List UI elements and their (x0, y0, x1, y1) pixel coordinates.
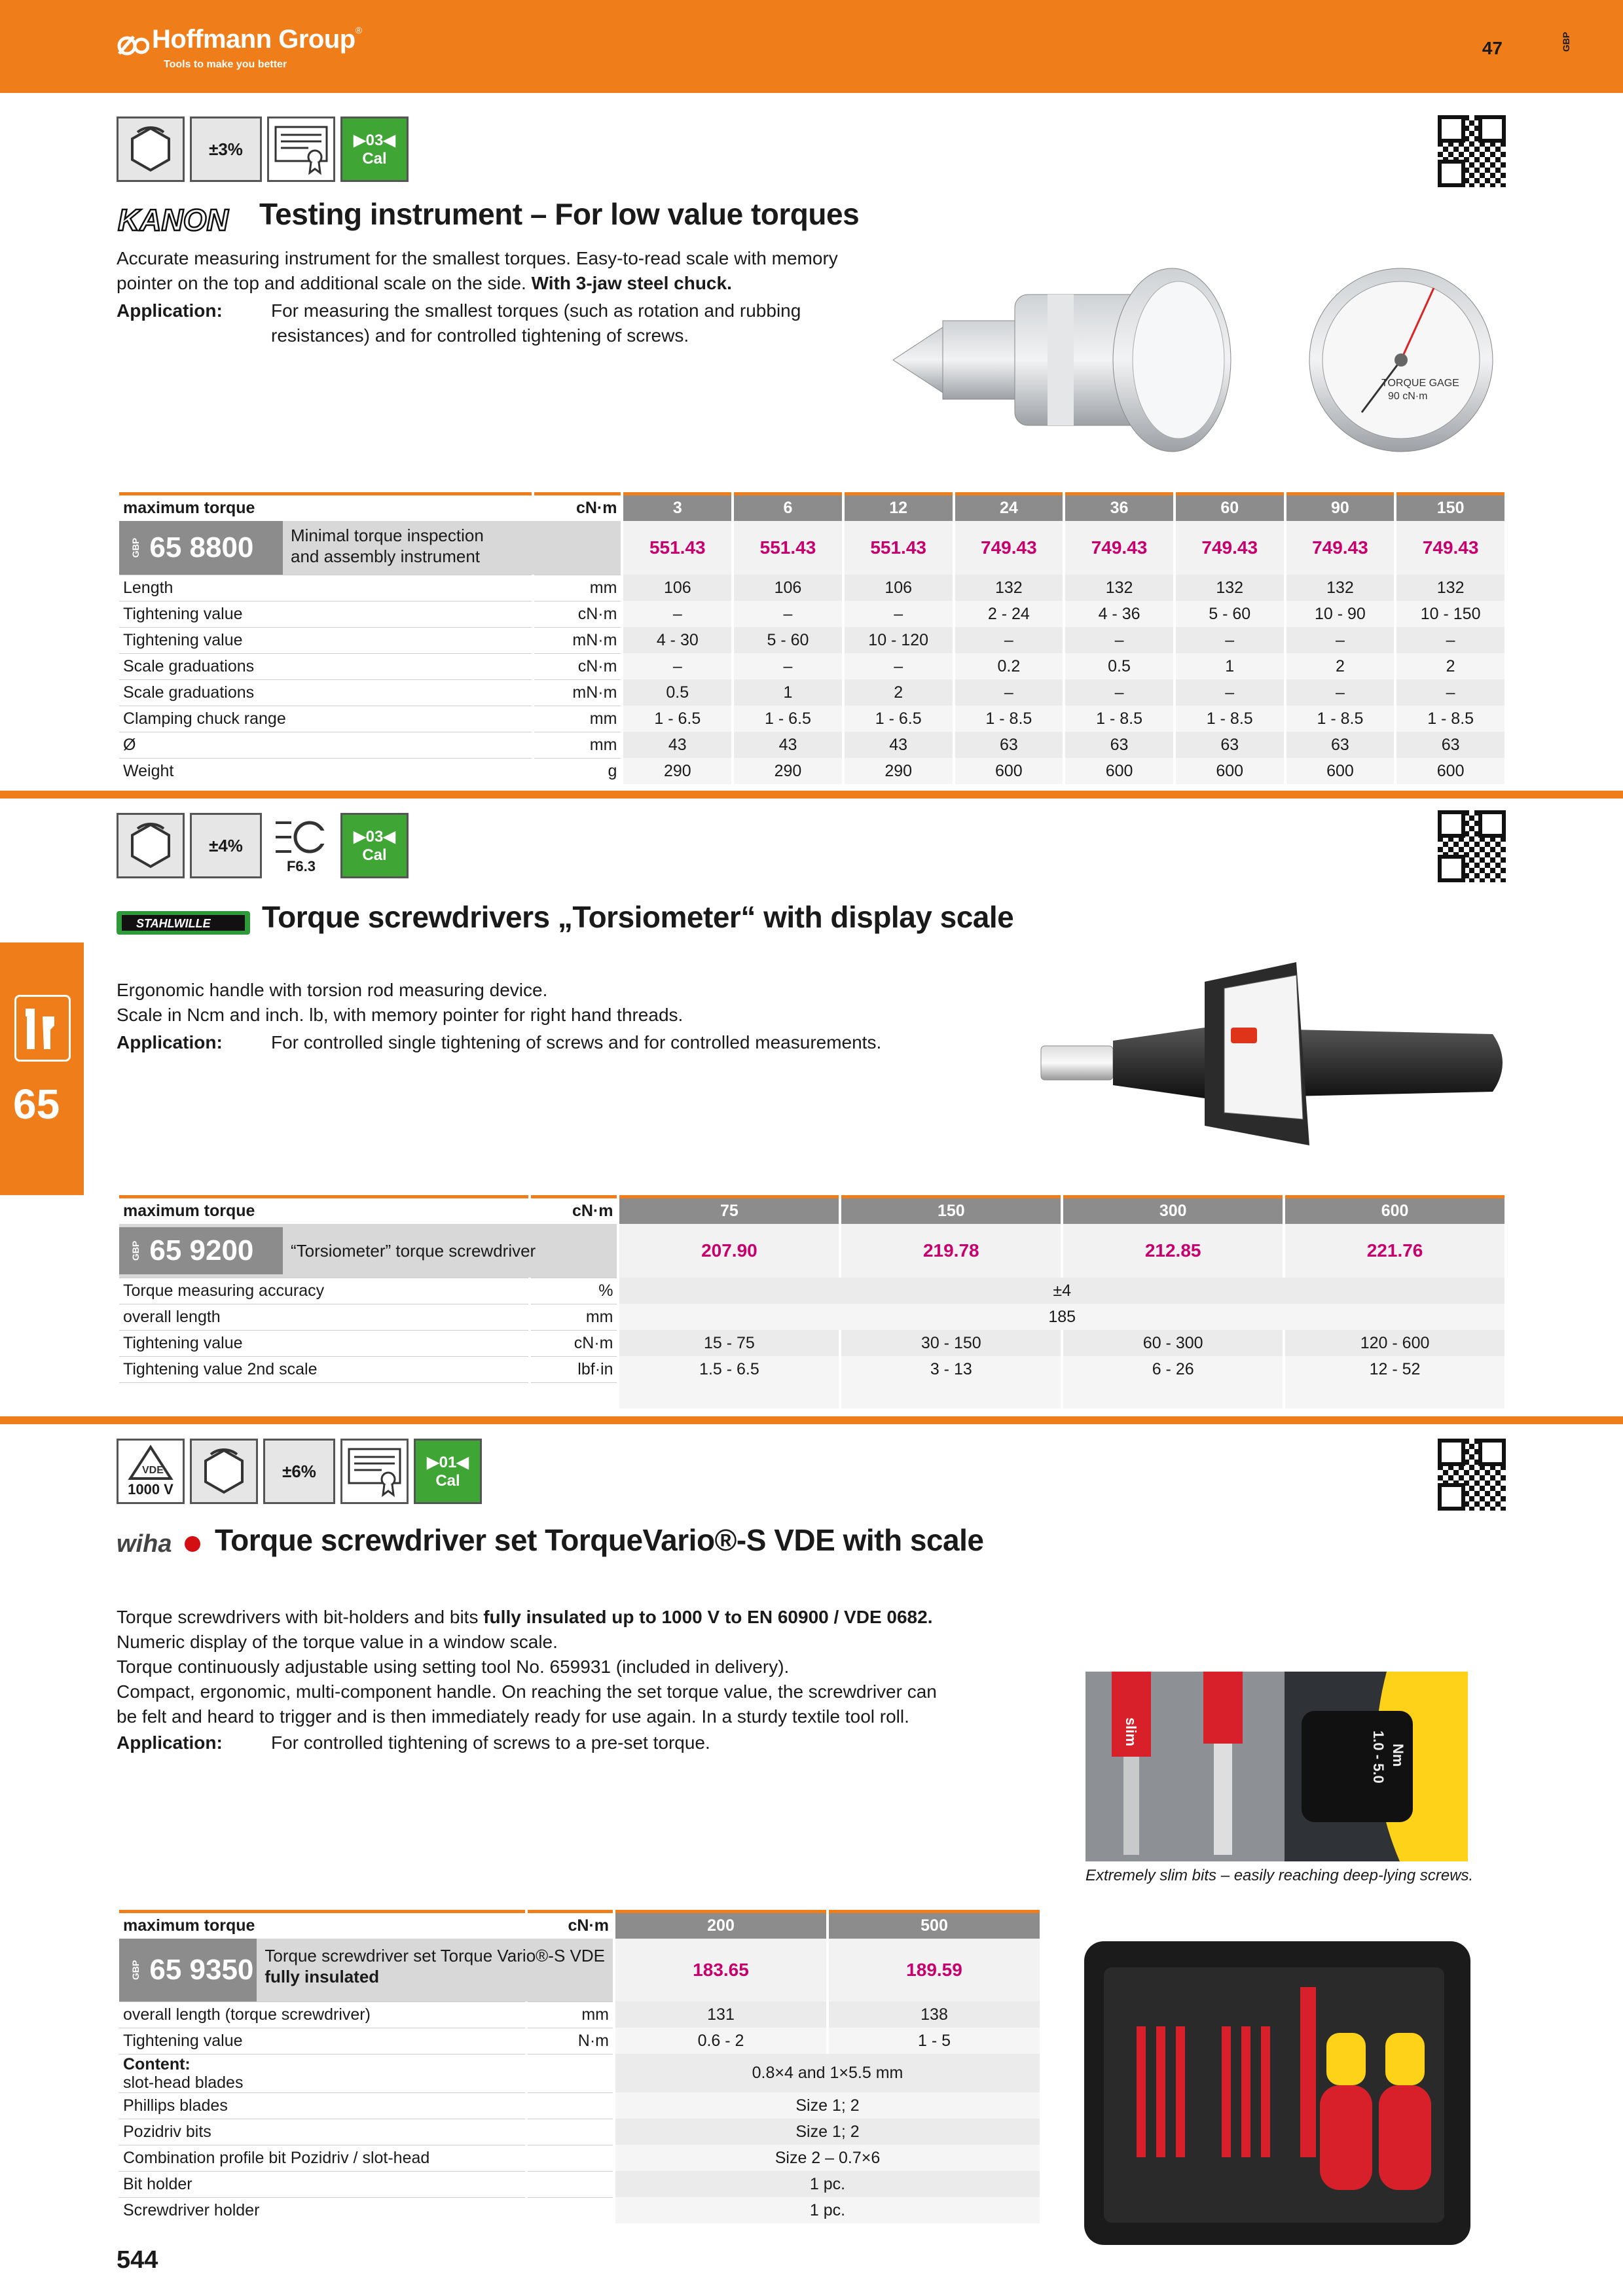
content-item: slot-head blades (123, 2073, 244, 2092)
row-value: 185 (619, 1304, 1504, 1330)
price: 749.43 (1286, 521, 1395, 575)
description-line: Numeric display of the torque value in a window scale. (117, 1632, 558, 1652)
row-value: 600 (955, 758, 1063, 784)
column-header: 200 (615, 1910, 826, 1939)
row-value: 63 (1286, 732, 1395, 758)
row-value: 10 - 120 (845, 627, 953, 653)
application-label: Application: (117, 300, 223, 321)
cal-arrow-icon: ▶ (354, 131, 366, 149)
row-value: – (623, 601, 731, 627)
slim-bits-image (1085, 1672, 1468, 1861)
article-number[interactable]: GBP 65 9200 (119, 1227, 283, 1274)
row-value: – (955, 679, 1063, 706)
brand-tagline: Tools to make you better (164, 58, 287, 70)
article-number[interactable]: GBP 65 9350 (119, 1939, 257, 2001)
row-value: 43 (734, 732, 842, 758)
cal-arrow-icon: ▶ (427, 1453, 439, 1471)
article-row (119, 1939, 1040, 2001)
row-value: – (623, 653, 731, 679)
column-header: 75 (619, 1195, 839, 1224)
price: 749.43 (1065, 521, 1173, 575)
section1-badges (117, 117, 409, 182)
row-label: Ø (119, 732, 532, 758)
table-row (119, 2119, 1040, 2145)
table-row (119, 706, 1504, 732)
certificate-icon (340, 1439, 409, 1504)
row-value: 1 - 8.5 (1176, 706, 1284, 732)
row-value: 0.8×4 and 1×5.5 mm (615, 2054, 1040, 2092)
hex-torque-icon (117, 117, 185, 182)
accuracy-badge: ±6% (263, 1439, 335, 1504)
row-value: 1 (1176, 653, 1284, 679)
row-label: Tightening value (119, 601, 532, 627)
row-unit: cN·m (534, 653, 621, 679)
column-header: 60 (1176, 492, 1284, 521)
row-unit (528, 2145, 613, 2171)
page-number: 47 (1482, 38, 1503, 58)
article-name: Minimal torque inspection and assembly instrument (291, 526, 484, 566)
row-unit: N·m (528, 2028, 613, 2054)
hoffmann-logo[interactable]: Hoffmann Group® Tools to make you better (117, 25, 362, 71)
row-value: 131 (615, 2001, 826, 2028)
spec-table-65-9200 (117, 1195, 1507, 1408)
description-line: Accurate measuring instrument for the smallest torques. Easy-to-read scale with memory (117, 248, 838, 268)
section2-application (117, 1030, 881, 1055)
table-row (119, 575, 1504, 601)
certificate-icon (267, 117, 335, 182)
row-label: overall length (119, 1304, 528, 1330)
row-value: 132 (1286, 575, 1395, 601)
description-line: pointer on the top and additional scale on the side. (117, 273, 532, 293)
svg-text:wiha: wiha (117, 1530, 172, 1558)
row-value: 600 (1396, 758, 1504, 784)
row-value: – (1065, 627, 1173, 653)
description-line: be felt and heard to trigger and is then immediately ready for use again. In a sturdy textile tool roll. (117, 1706, 909, 1727)
column-header: 6 (734, 492, 842, 521)
row-value: – (1065, 679, 1173, 706)
row-label: Pozidriv bits (119, 2119, 525, 2145)
hex-torque-icon (190, 1439, 258, 1504)
vde-triangle-icon (128, 1444, 173, 1481)
row-value: 2 (1286, 653, 1395, 679)
row-value: 6 - 26 (1063, 1356, 1283, 1382)
row-unit: g (534, 758, 621, 784)
cal-arrow-left-icon: ◀ (383, 131, 395, 149)
column-header: 3 (623, 492, 731, 521)
wiha-brand-logo (117, 1530, 203, 1566)
row-value: – (1286, 679, 1395, 706)
content-heading: Content: (123, 2055, 191, 2073)
cal-arrow-left-icon: ◀ (456, 1453, 469, 1471)
row-value: – (845, 653, 953, 679)
section3-badges (117, 1439, 482, 1504)
row-label: Weight (119, 758, 532, 784)
table-row (119, 2197, 1040, 2223)
row-value: 0.2 (955, 653, 1063, 679)
column-header: 36 (1065, 492, 1173, 521)
row-unit (528, 2119, 613, 2145)
row-value: 1 - 8.5 (1396, 706, 1504, 732)
cal-code: 03 (365, 827, 384, 846)
row-value: 1 - 8.5 (1065, 706, 1173, 732)
table-row (119, 2028, 1040, 2054)
section-separator (0, 791, 1623, 798)
column-header: 150 (841, 1195, 1061, 1224)
table-header-row (119, 492, 1504, 521)
column-header: 24 (955, 492, 1063, 521)
column-header: 600 (1285, 1195, 1504, 1224)
row-value: 290 (734, 758, 842, 784)
header-unit: cN·m (531, 1195, 617, 1224)
qr-code-icon[interactable] (1438, 810, 1506, 882)
norm-badge (267, 813, 335, 878)
row-label: Scale graduations (119, 653, 532, 679)
row-value: 132 (1396, 575, 1504, 601)
description-line: Compact, ergonomic, multi-component handle. On reaching the set torque value, the screwdriver can (117, 1681, 937, 1702)
row-value: 1 - 6.5 (623, 706, 731, 732)
row-value: 600 (1286, 758, 1395, 784)
row-unit: mm (531, 1304, 617, 1330)
row-value: – (1396, 679, 1504, 706)
torsiometer-screwdriver-image (1034, 956, 1512, 1152)
row-value: 106 (623, 575, 731, 601)
row-unit: cN·m (531, 1330, 617, 1356)
price: 207.90 (619, 1224, 839, 1278)
application-label: Application: (117, 1032, 223, 1052)
article-name: Torque screwdriver set Torque Vario®-S VDE fully insulated (264, 1946, 605, 1986)
table-row (119, 601, 1504, 627)
price: 551.43 (734, 521, 842, 575)
product-title: Testing instrument – For low value torques (259, 197, 860, 231)
section2-heading (117, 899, 1013, 941)
row-value: 138 (829, 2001, 1040, 2028)
row-value: 0.5 (623, 679, 731, 706)
calibration-badge[interactable] (414, 1439, 482, 1504)
row-value: Size 1; 2 (615, 2092, 1040, 2119)
norm-code: F6.3 (286, 858, 316, 874)
row-value: – (734, 601, 842, 627)
cal-arrow-left-icon: ◀ (383, 827, 395, 846)
table-row (119, 2145, 1040, 2171)
row-value: 5 - 60 (734, 627, 842, 653)
row-value: 0.5 (1065, 653, 1173, 679)
table-row (119, 758, 1504, 784)
row-value: 290 (623, 758, 731, 784)
article-row (119, 521, 1504, 575)
table-row (119, 2001, 1040, 2028)
row-value: 1 - 8.5 (1286, 706, 1395, 732)
cal-arrow-icon: ▶ (354, 827, 366, 846)
section1-application (117, 298, 801, 348)
row-label: Length (119, 575, 532, 601)
row-value: Size 2 – 0.7×6 (615, 2145, 1040, 2171)
header-label: maximum torque (119, 1910, 525, 1939)
torque-testing-instrument-image (884, 249, 1512, 471)
row-value: 3 - 13 (841, 1356, 1061, 1382)
section3-heading (117, 1522, 983, 1566)
accuracy-badge: ±3% (190, 117, 262, 182)
table-row (119, 1356, 1504, 1382)
article-row (119, 1224, 1504, 1278)
row-label: Screwdriver holder (119, 2197, 525, 2223)
cal-label: Cal (362, 149, 387, 168)
row-value: 132 (1176, 575, 1284, 601)
row-unit: mm (528, 2001, 613, 2028)
row-value: 1 - 6.5 (734, 706, 842, 732)
price: 551.43 (845, 521, 953, 575)
article-number[interactable] (119, 521, 283, 575)
header-unit: cN·m (534, 492, 621, 521)
vde-voltage: 1000 V (128, 1481, 173, 1498)
row-value: 2 - 24 (955, 601, 1063, 627)
region-code: GBP (1560, 31, 1571, 52)
row-unit (528, 2054, 613, 2092)
header-label: maximum torque (119, 1195, 528, 1224)
table-row (119, 1330, 1504, 1356)
row-value: 43 (623, 732, 731, 758)
gauge-label: TORQUE GAGE (1381, 378, 1459, 389)
price: 212.85 (1063, 1224, 1283, 1278)
row-value: 60 - 300 (1063, 1330, 1283, 1356)
product-title: Torque screwdrivers „Torsiometer“ with display scale (262, 900, 1014, 934)
row-value: 1 - 6.5 (845, 706, 953, 732)
spec-table-65-9350 (117, 1910, 1042, 2223)
row-value: 0.6 - 2 (615, 2028, 826, 2054)
section2-badges (117, 813, 409, 878)
column-header: 300 (1063, 1195, 1283, 1224)
description-bold: With 3-jaw steel chuck. (531, 273, 732, 293)
row-unit: lbf·in (531, 1356, 617, 1382)
svg-text:1.0 - 5.0: 1.0 - 5.0 (1370, 1731, 1387, 1784)
row-value: 1 pc. (615, 2197, 1040, 2223)
row-value: 1 - 8.5 (955, 706, 1063, 732)
price: 749.43 (1396, 521, 1504, 575)
row-value: – (955, 627, 1063, 653)
row-value: ±4 (619, 1278, 1504, 1304)
row-value: 2 (845, 679, 953, 706)
row-unit: mN·m (534, 679, 621, 706)
row-value: 10 - 150 (1396, 601, 1504, 627)
row-value: – (1396, 627, 1504, 653)
application-line: For measuring the smallest torques (such as rotation and rubbing (271, 300, 801, 321)
table-row (119, 1304, 1504, 1330)
table-row (119, 679, 1504, 706)
hex-torque-icon (117, 813, 185, 878)
row-value: 4 - 36 (1065, 601, 1173, 627)
row-value: 63 (1396, 732, 1504, 758)
cal-code: 03 (365, 131, 384, 149)
column-header: 12 (845, 492, 953, 521)
svg-text:VDE: VDE (142, 1465, 164, 1476)
row-label: Combination profile bit Pozidriv / slot-head (119, 2145, 525, 2171)
row-label: Clamping chuck range (119, 706, 532, 732)
page-header (0, 0, 1623, 93)
table-row (119, 653, 1504, 679)
price: 189.59 (829, 1939, 1040, 2001)
row-unit (528, 2197, 613, 2223)
row-unit: cN·m (534, 601, 621, 627)
stahlwille-brand-logo (117, 908, 250, 941)
row-label: Tightening value (119, 2028, 525, 2054)
row-value: – (1176, 679, 1284, 706)
cal-label: Cal (435, 1471, 460, 1490)
calibration-badge[interactable] (340, 117, 409, 182)
table-row (119, 732, 1504, 758)
brand-name: Hoffmann Group (152, 25, 356, 54)
cal-code: 01 (439, 1453, 457, 1471)
spec-table-65-8800 (117, 492, 1507, 784)
row-value: Size 1; 2 (615, 2119, 1040, 2145)
wrench-norm-icon (272, 816, 331, 858)
row-label: overall length (torque screwdriver) (119, 2001, 525, 2028)
row-value: 43 (845, 732, 953, 758)
column-header: 500 (829, 1910, 1040, 1939)
qr-code-icon[interactable] (1438, 1439, 1506, 1511)
section2-description (117, 978, 1033, 1028)
application-label: Application: (117, 1732, 223, 1753)
row-value: 10 - 90 (1286, 601, 1395, 627)
row-value: 2 (1396, 653, 1504, 679)
price: 749.43 (955, 521, 1063, 575)
row-label: Torque measuring accuracy (119, 1278, 528, 1304)
row-unit: mN·m (534, 627, 621, 653)
table-row (119, 2054, 1040, 2092)
product-title: Torque screwdriver set TorqueVario®-S VDE with scale (215, 1523, 984, 1557)
row-value: 1 pc. (615, 2171, 1040, 2197)
section3-description (117, 1605, 1033, 1729)
accuracy-badge: ±4% (190, 813, 262, 878)
row-unit: mm (534, 706, 621, 732)
price: 749.43 (1176, 521, 1284, 575)
description-line: Torque screwdrivers with bit-holders and bits (117, 1607, 484, 1627)
section1-heading (117, 196, 859, 239)
description-line: Ergonomic handle with torsion rod measuring device. (117, 980, 548, 1000)
header-label: maximum torque (119, 492, 532, 521)
price: 219.78 (841, 1224, 1061, 1278)
table-row (119, 627, 1504, 653)
description-line: Torque continuously adjustable using setting tool No. 659931 (included in delivery). (117, 1657, 790, 1677)
row-unit: mm (534, 732, 621, 758)
application-line: resistances) and for controlled tightening of screws. (271, 325, 689, 346)
cal-label: Cal (362, 846, 387, 864)
svg-text:slim: slim (1123, 1717, 1139, 1747)
kanon-text: KANON (118, 204, 228, 236)
row-value: – (734, 653, 842, 679)
row-label: Phillips blades (119, 2092, 525, 2119)
application-line: For controlled tightening of screws to a pre-set torque. (271, 1732, 710, 1753)
header-unit: cN·m (528, 1910, 613, 1939)
row-value: 4 - 30 (623, 627, 731, 653)
row-value: 12 - 52 (1285, 1356, 1504, 1382)
row-value: 30 - 150 (841, 1330, 1061, 1356)
application-line: For controlled single tightening of screws and for controlled measurements. (271, 1032, 882, 1052)
row-value: 106 (734, 575, 842, 601)
svg-text:STAHLWILLE: STAHLWILLE (136, 917, 211, 931)
row-value: 63 (1065, 732, 1173, 758)
image-caption: Extremely slim bits – easily reaching deep-lying screws. (1085, 1867, 1474, 1884)
article-prefix: GBP (130, 537, 141, 558)
svg-text:Nm: Nm (1390, 1744, 1406, 1767)
row-value: 5 - 60 (1176, 601, 1284, 627)
row-value: 63 (955, 732, 1063, 758)
tools-chapter-icon (14, 995, 71, 1062)
row-value: 120 - 600 (1285, 1330, 1504, 1356)
row-label: Scale graduations (119, 679, 532, 706)
row-unit (528, 2092, 613, 2119)
row-label: Tightening value (119, 627, 532, 653)
section3-application (117, 1731, 710, 1755)
gauge-range: 90 cN·m (1388, 391, 1428, 402)
row-label: Tightening value 2nd scale (119, 1356, 528, 1382)
vde-badge (117, 1439, 185, 1504)
article-name: “Torsiometer” torque screwdriver (291, 1240, 536, 1261)
table-row (119, 1278, 1504, 1304)
table-row (119, 2171, 1040, 2197)
price: 183.65 (615, 1939, 826, 2001)
qr-code-icon[interactable] (1438, 115, 1506, 187)
article-no: 65 8800 (149, 531, 254, 564)
row-label: Bit holder (119, 2171, 525, 2197)
hoffmann-mark-icon (117, 34, 149, 56)
calibration-badge[interactable] (340, 813, 409, 878)
row-value: 106 (845, 575, 953, 601)
row-unit: mm (534, 575, 621, 601)
row-value: – (845, 601, 953, 627)
description-line: Scale in Ncm and inch. lb, with memory pointer for right hand threads. (117, 1005, 684, 1025)
row-value: 290 (845, 758, 953, 784)
chapter-tab[interactable] (0, 942, 84, 1195)
row-value: 1 (734, 679, 842, 706)
footer-page-number: 544 (117, 2246, 158, 2274)
row-value: 63 (1176, 732, 1284, 758)
price: 551.43 (623, 521, 731, 575)
row-value: – (1176, 627, 1284, 653)
row-unit: % (531, 1278, 617, 1304)
row-value: 1 - 5 (829, 2028, 1040, 2054)
row-label (119, 2054, 525, 2092)
chapter-number: 65 (13, 1081, 60, 1128)
kanon-brand-logo (117, 204, 247, 239)
price: 221.76 (1285, 1224, 1504, 1278)
column-header: 90 (1286, 492, 1395, 521)
row-value: 600 (1176, 758, 1284, 784)
description-bold: fully insulated up to 1000 V to EN 60900 / VDE 0682. (483, 1607, 933, 1627)
tool-roll-set-image (1084, 1941, 1470, 2245)
row-value: 132 (955, 575, 1063, 601)
row-value: 132 (1065, 575, 1173, 601)
row-value: 600 (1065, 758, 1173, 784)
table-row (119, 2092, 1040, 2119)
column-header: 150 (1396, 492, 1504, 521)
row-value: – (1286, 627, 1395, 653)
row-label: Tightening value (119, 1330, 528, 1356)
section-separator (0, 1416, 1623, 1424)
row-unit (528, 2171, 613, 2197)
row-value: 15 - 75 (619, 1330, 839, 1356)
row-value: 1.5 - 6.5 (619, 1356, 839, 1382)
